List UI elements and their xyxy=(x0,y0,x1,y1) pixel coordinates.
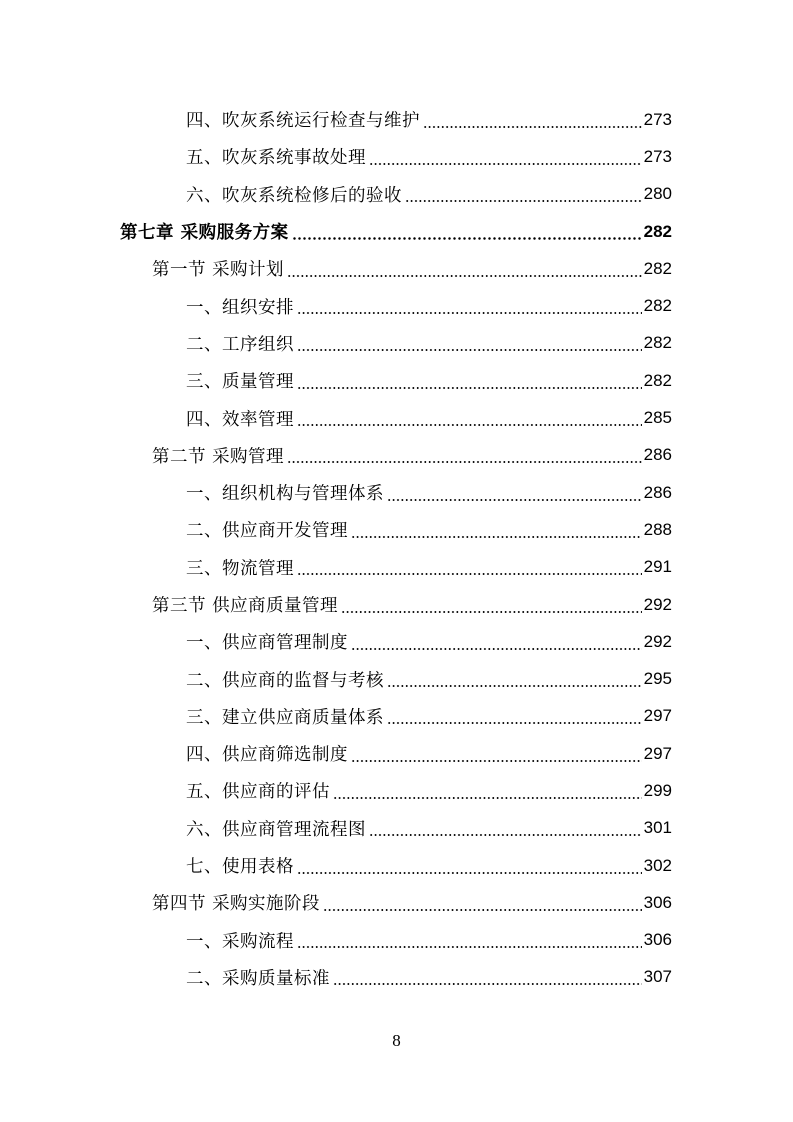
dot-leader xyxy=(369,163,642,165)
toc-section-entry[interactable] xyxy=(0,586,672,623)
toc-section-entry[interactable] xyxy=(0,437,672,474)
toc-entry-title: 第四节 采购实施阶段 xyxy=(152,894,321,915)
toc-entry[interactable] xyxy=(0,772,672,809)
toc-entry-page: 307 xyxy=(643,967,672,987)
dot-leader xyxy=(387,685,642,687)
toc-entry-page: 292 xyxy=(643,631,672,651)
toc-entry-page: 295 xyxy=(643,669,672,689)
dot-leader xyxy=(297,387,642,389)
dot-leader xyxy=(292,237,642,240)
toc-entry-title: 七、使用表格 xyxy=(186,857,294,878)
toc-entry-title: 二、采购质量标准 xyxy=(186,968,330,989)
toc-entry-page: 286 xyxy=(643,445,672,465)
toc-entry-page: 282 xyxy=(643,258,672,278)
toc-entry-title: 三、物流管理 xyxy=(186,558,294,579)
dot-leader xyxy=(333,797,642,799)
toc-section-entry[interactable] xyxy=(0,884,672,921)
toc-entry-title: 第七章 采购服务方案 xyxy=(120,223,289,244)
toc-entry-page: 273 xyxy=(643,146,672,166)
dot-leader xyxy=(297,312,642,314)
toc-entry[interactable] xyxy=(0,399,672,436)
toc-entry-title: 四、供应商筛选制度 xyxy=(186,745,348,766)
dot-leader xyxy=(387,499,642,501)
toc-entry[interactable] xyxy=(0,698,672,735)
page-number: 8 xyxy=(392,1031,401,1050)
toc-entry-page: 286 xyxy=(643,482,672,502)
toc-entry[interactable] xyxy=(0,660,672,697)
dot-leader xyxy=(351,760,642,762)
dot-leader xyxy=(287,275,642,277)
toc-entry[interactable] xyxy=(0,511,672,548)
dot-leader xyxy=(423,126,642,128)
toc-entry[interactable] xyxy=(0,474,672,511)
dot-leader xyxy=(297,872,642,874)
toc-entry-page: 282 xyxy=(643,296,672,316)
toc-entry-title: 一、供应商管理制度 xyxy=(186,633,348,654)
toc-entry-title: 第二节 采购管理 xyxy=(152,446,285,467)
dot-leader xyxy=(287,461,642,463)
toc-entry-page: 297 xyxy=(643,706,672,726)
toc-entry[interactable] xyxy=(0,325,672,362)
toc-entry-title: 一、组织机构与管理体系 xyxy=(186,484,384,505)
dot-leader xyxy=(387,722,642,724)
toc-entry[interactable] xyxy=(0,362,672,399)
toc-entry-title: 五、供应商的评估 xyxy=(186,782,330,803)
toc-entry-page: 291 xyxy=(643,557,672,577)
dot-leader xyxy=(369,834,642,836)
toc-entry[interactable] xyxy=(0,101,672,138)
toc-entry-title: 一、组织安排 xyxy=(186,297,294,318)
dot-leader xyxy=(297,349,642,351)
toc-entry-page: 301 xyxy=(643,818,672,838)
dot-leader xyxy=(351,536,642,538)
dot-leader xyxy=(333,983,642,985)
toc-entry-title: 四、效率管理 xyxy=(186,409,294,430)
toc-entry-page: 282 xyxy=(643,333,672,353)
toc-entry[interactable] xyxy=(0,176,672,213)
toc-entry-title: 一、采购流程 xyxy=(186,931,294,952)
toc-entry-page: 306 xyxy=(643,930,672,950)
toc-chapter-entry[interactable] xyxy=(0,213,672,250)
toc-entry-page: 282 xyxy=(643,221,672,241)
toc-entry-page: 285 xyxy=(643,408,672,428)
toc-entry[interactable] xyxy=(0,549,672,586)
toc-entry-page: 299 xyxy=(643,780,672,800)
dot-leader xyxy=(341,611,642,613)
toc-entry-title: 二、工序组织 xyxy=(186,334,294,355)
toc-entry-page: 302 xyxy=(643,855,672,875)
toc-entry-page: 273 xyxy=(643,109,672,129)
toc-entry-page: 306 xyxy=(643,892,672,912)
toc-entry-page: 282 xyxy=(643,370,672,390)
toc-entry-title: 三、质量管理 xyxy=(186,372,294,393)
toc-section-entry[interactable] xyxy=(0,250,672,287)
dot-leader xyxy=(405,200,642,202)
toc-entry-page: 280 xyxy=(643,184,672,204)
toc-entry-title: 四、吹灰系统运行检查与维护 xyxy=(186,111,420,132)
toc-entry-title: 二、供应商开发管理 xyxy=(186,521,348,542)
toc-entry[interactable] xyxy=(0,810,672,847)
toc-entry-title: 三、建立供应商质量体系 xyxy=(186,707,384,728)
toc-entry[interactable] xyxy=(0,959,672,996)
toc-entry-title: 二、供应商的监督与考核 xyxy=(186,670,384,691)
toc-entry[interactable] xyxy=(0,138,672,175)
toc-entry[interactable] xyxy=(0,623,672,660)
toc-entry[interactable] xyxy=(0,287,672,324)
toc-entry[interactable] xyxy=(0,922,672,959)
toc-entry[interactable] xyxy=(0,735,672,772)
toc-entry-page: 292 xyxy=(643,594,672,614)
toc-entry-page: 297 xyxy=(643,743,672,763)
toc-entry-title: 六、吹灰系统检修后的验收 xyxy=(186,185,402,206)
toc-entry-page: 288 xyxy=(643,519,672,539)
dot-leader xyxy=(351,648,642,650)
dot-leader xyxy=(323,909,642,911)
table-of-contents xyxy=(0,101,793,996)
dot-leader xyxy=(297,424,642,426)
toc-entry-title: 六、供应商管理流程图 xyxy=(186,819,366,840)
toc-entry-title: 五、吹灰系统事故处理 xyxy=(186,148,366,169)
dot-leader xyxy=(297,946,642,948)
toc-entry-title: 第一节 采购计划 xyxy=(152,260,285,281)
dot-leader xyxy=(297,573,642,575)
toc-entry[interactable] xyxy=(0,847,672,884)
toc-entry-title: 第三节 供应商质量管理 xyxy=(152,596,339,616)
